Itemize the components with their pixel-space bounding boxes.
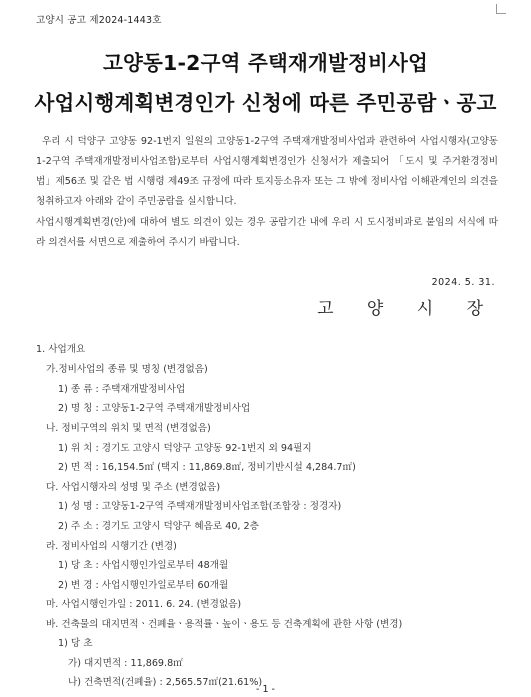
- section-heading: 1. 사업개요: [36, 344, 86, 355]
- list-item: 1) 종 류 : 주택재개발정비사업: [58, 384, 186, 395]
- subsection-heading: 가.정비사업의 종류 및 명칭 (변경없음): [46, 364, 208, 375]
- body-paragraph-1: 우리 시 덕양구 고양동 92-1번지 일원의 고양동1-2구역 주택재개발정비사업과 관련하여 사업시행자(고양동1-2구역 주택재개발정비사업조합)로부터 사업시행계획변경인가 신청서가 제출되어 「도시 및 주거환경정비법」제56조 및 같은 법 시행령 제49조 규정에 따라 토지등소유자 또는 그 밖에 정비사업 이해관계인의 의견을 청취하고자 아래와 같이 주민공람을 실시합니다.: [36, 136, 498, 207]
- issuer-name: 고 양 시 장: [317, 299, 497, 319]
- list-item: 1) 당 초 : 사업시행인가일로부터 48개월: [58, 560, 229, 571]
- title-line-2: 사업시행계획변경인가 신청에 따른 주민공람ㆍ공고: [34, 91, 497, 115]
- list-item: 나) 건축면적(건폐율) : 2,565.57㎡(21.61%): [68, 677, 263, 688]
- list-item: 1) 성 명 : 고양동1-2구역 주택재개발정비사업조합(조합장 : 정경자): [58, 501, 342, 512]
- subsection-heading: 바. 건축물의 대지면적ㆍ건폐율ㆍ용적률ㆍ높이ㆍ용도 등 건축계획에 관한 사항 (변경): [46, 619, 403, 630]
- page-number: - 1 -: [256, 684, 275, 695]
- subsection-heading: 라. 정비사업의 시행기간 (변경): [46, 541, 177, 552]
- page-corner-mark: [496, 4, 506, 14]
- body-paragraph-2: 사업시행계획변경(안)에 대하여 별도 의견이 있는 경우 공람기간 내에 우리 시 도시정비과로 붙임의 서식에 따라 의견서를 서면으로 제출하여 주시기 바랍니다.: [36, 217, 498, 248]
- subsection-heading: 나. 정비구역의 위치 및 면적 (변경없음): [46, 423, 211, 434]
- subsection-heading: 마. 사업시행인가일 : 2011. 6. 24. (변경없음): [46, 599, 242, 610]
- list-item: 1) 당 초: [58, 638, 93, 649]
- title-line-1: 고양동1-2구역 주택재개발정비사업: [102, 51, 428, 75]
- list-item: 2) 주 소 : 경기도 고양시 덕양구 혜음로 40, 2층: [58, 521, 259, 532]
- subsection-heading: 다. 사업시행자의 성명 및 주소 (변경없음): [46, 482, 221, 493]
- list-item: 가) 대지면적 : 11,869.8㎡: [68, 658, 183, 669]
- notice-date: 2024. 5. 31.: [431, 277, 495, 288]
- list-item: 2) 명 칭 : 고양동1-2구역 주택재개발정비사업: [58, 403, 251, 414]
- list-item: 1) 위 치 : 경기도 고양시 덕양구 고양동 92-1번지 외 94필지: [58, 443, 312, 454]
- list-item: 2) 변 경 : 사업시행인가일로부터 60개월: [58, 580, 229, 591]
- notice-number: 고양시 공고 제2024-1443호: [36, 15, 162, 26]
- list-item: 2) 면 적 : 16,154.5㎡ (택지 : 11,869.8㎡, 정비기반시설 4,284.7㎡): [58, 462, 356, 473]
